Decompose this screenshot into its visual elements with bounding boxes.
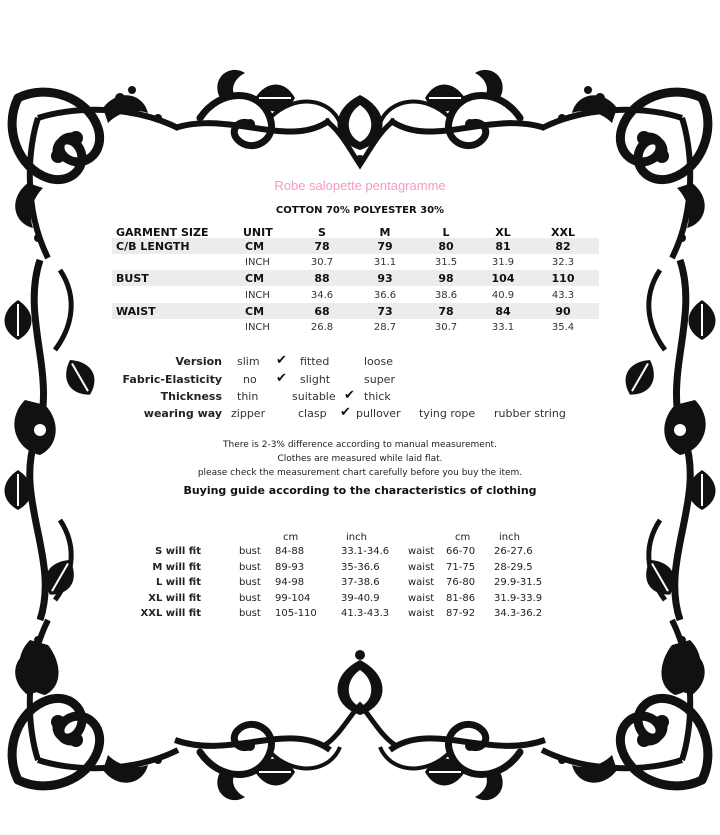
check-icon: ✔	[276, 353, 287, 368]
attr-option: super	[364, 373, 395, 386]
product-title: Robe salopette pentagramme	[274, 178, 446, 193]
fit-header-inch: inch	[346, 532, 367, 543]
table-cell: 88	[314, 272, 330, 285]
table-cell: 38.6	[434, 290, 458, 301]
fit-part: bust	[239, 608, 261, 619]
fit-cell: 34.3-36.2	[494, 608, 543, 619]
table-cell: 40.9	[491, 290, 515, 301]
check-icon: ✔	[276, 371, 287, 386]
table-cell: 78	[438, 305, 454, 318]
fit-cell: 94-98	[275, 577, 305, 588]
header-size-l: L	[442, 226, 450, 239]
fit-cell: 35-36.6	[341, 562, 380, 573]
header-size-s: S	[318, 226, 326, 239]
fit-header-cm: cm	[455, 532, 471, 543]
fit-cell: 105-110	[275, 608, 317, 619]
table-cell: 82	[555, 240, 571, 253]
fit-cell: 66-70	[446, 546, 476, 557]
table-cell: 31.1	[373, 257, 397, 268]
attr-label-thickness: Thickness	[160, 390, 222, 403]
unit-inch: INCH	[245, 257, 270, 268]
row-band	[112, 303, 599, 319]
table-cell: 84	[495, 305, 511, 318]
table-cell: 90	[555, 305, 571, 318]
row-band	[112, 270, 599, 286]
unit-cm: CM	[245, 305, 265, 318]
fit-label: M will fit	[152, 562, 201, 573]
table-cell: 33.1	[491, 322, 515, 333]
fit-part: waist	[408, 562, 435, 573]
table-cell: 35.4	[551, 322, 575, 333]
attr-option: zipper	[231, 407, 266, 420]
attr-label-version: Version	[175, 355, 222, 368]
fit-cell: 26-27.6	[494, 546, 533, 557]
table-cell: 110	[551, 272, 575, 285]
attr-option: slim	[237, 355, 260, 368]
fit-label: S will fit	[155, 546, 201, 557]
fit-cell: 71-75	[446, 562, 476, 573]
fit-part: bust	[239, 593, 261, 604]
attr-label-wearing-way: wearing way	[143, 407, 222, 420]
fit-cell: 81-86	[446, 593, 476, 604]
table-cell: 30.7	[310, 257, 334, 268]
fit-part: bust	[239, 546, 261, 557]
table-cell: 28.7	[373, 322, 397, 333]
fit-part: waist	[408, 593, 435, 604]
attr-option: thin	[237, 390, 259, 403]
fit-cell: 33.1-34.6	[341, 546, 390, 557]
table-cell: 31.9	[491, 257, 515, 268]
attr-option: thick	[364, 390, 391, 403]
fit-cell: 89-93	[275, 562, 305, 573]
header-unit: UNIT	[243, 226, 273, 239]
row-label-cb-length: C/B LENGTH	[116, 240, 190, 253]
row-label-bust: BUST	[116, 272, 149, 285]
fit-part: bust	[239, 562, 261, 573]
unit-inch: INCH	[245, 290, 270, 301]
fit-header-inch: inch	[499, 532, 520, 543]
row-label-waist: WAIST	[116, 305, 156, 318]
table-cell: 30.7	[434, 322, 458, 333]
table-cell: 104	[491, 272, 515, 285]
fit-cell: 29.9-31.5	[494, 577, 543, 588]
fit-cell: 84-88	[275, 546, 305, 557]
fit-cell: 39-40.9	[341, 593, 380, 604]
attr-option: tying rope	[419, 407, 476, 420]
attr-option: pullover	[356, 407, 401, 420]
note-line: Clothes are measured while laid flat.	[277, 454, 443, 464]
fit-header-cm: cm	[283, 532, 299, 543]
header-size-m: M	[379, 226, 391, 239]
table-cell: 32.3	[551, 257, 575, 268]
check-icon: ✔	[340, 405, 351, 420]
fit-cell: 99-104	[275, 593, 311, 604]
fit-cell: 41.3-43.3	[341, 608, 390, 619]
fit-label: XXL will fit	[140, 608, 201, 619]
attr-option: rubber string	[494, 407, 566, 420]
header-garment-size: GARMENT SIZE	[116, 226, 209, 239]
fit-part: waist	[408, 577, 435, 588]
unit-cm: CM	[245, 240, 265, 253]
check-icon: ✔	[344, 388, 355, 403]
fit-cell: 87-92	[446, 608, 476, 619]
fit-part: waist	[408, 608, 435, 619]
unit-cm: CM	[245, 272, 265, 285]
table-cell: 43.3	[551, 290, 575, 301]
table-cell: 78	[314, 240, 330, 253]
table-cell: 80	[438, 240, 454, 253]
fit-cell: 37-38.6	[341, 577, 380, 588]
table-cell: 31.5	[434, 257, 458, 268]
attr-option: suitable	[292, 390, 336, 403]
unit-inch: INCH	[245, 322, 270, 333]
attr-option: slight	[300, 373, 331, 386]
table-cell: 34.6	[310, 290, 334, 301]
header-size-xl: XL	[495, 226, 511, 239]
note-line: please check the measurement chart carefully before you buy the item.	[197, 468, 523, 478]
attr-option: no	[243, 373, 257, 386]
fabric-composition: COTTON 70% POLYESTER 30%	[275, 205, 445, 216]
table-cell: 81	[495, 240, 511, 253]
note-line: There is 2-3% difference according to manual measurement.	[223, 440, 497, 450]
buying-guide-title: Buying guide according to the characteristics of clothing	[183, 484, 537, 497]
table-cell: 36.6	[373, 290, 397, 301]
fit-label: L will fit	[155, 577, 201, 588]
fit-part: bust	[239, 577, 261, 588]
table-cell: 93	[377, 272, 393, 285]
fit-cell: 31.9-33.9	[494, 593, 543, 604]
fit-cell: 76-80	[446, 577, 476, 588]
attr-option: loose	[364, 355, 394, 368]
fit-cell: 28-29.5	[494, 562, 533, 573]
table-cell: 68	[314, 305, 330, 318]
table-cell: 73	[377, 305, 393, 318]
table-cell: 98	[438, 272, 454, 285]
attr-label-fabric-elasticity: Fabric-Elasticity	[122, 373, 222, 386]
header-size-xxl: XXL	[551, 226, 575, 239]
fit-part: waist	[408, 546, 435, 557]
attr-option: clasp	[298, 407, 327, 420]
table-cell: 79	[377, 240, 393, 253]
attr-option: fitted	[300, 355, 330, 368]
fit-label: XL will fit	[148, 593, 201, 604]
table-cell: 26.8	[310, 322, 334, 333]
